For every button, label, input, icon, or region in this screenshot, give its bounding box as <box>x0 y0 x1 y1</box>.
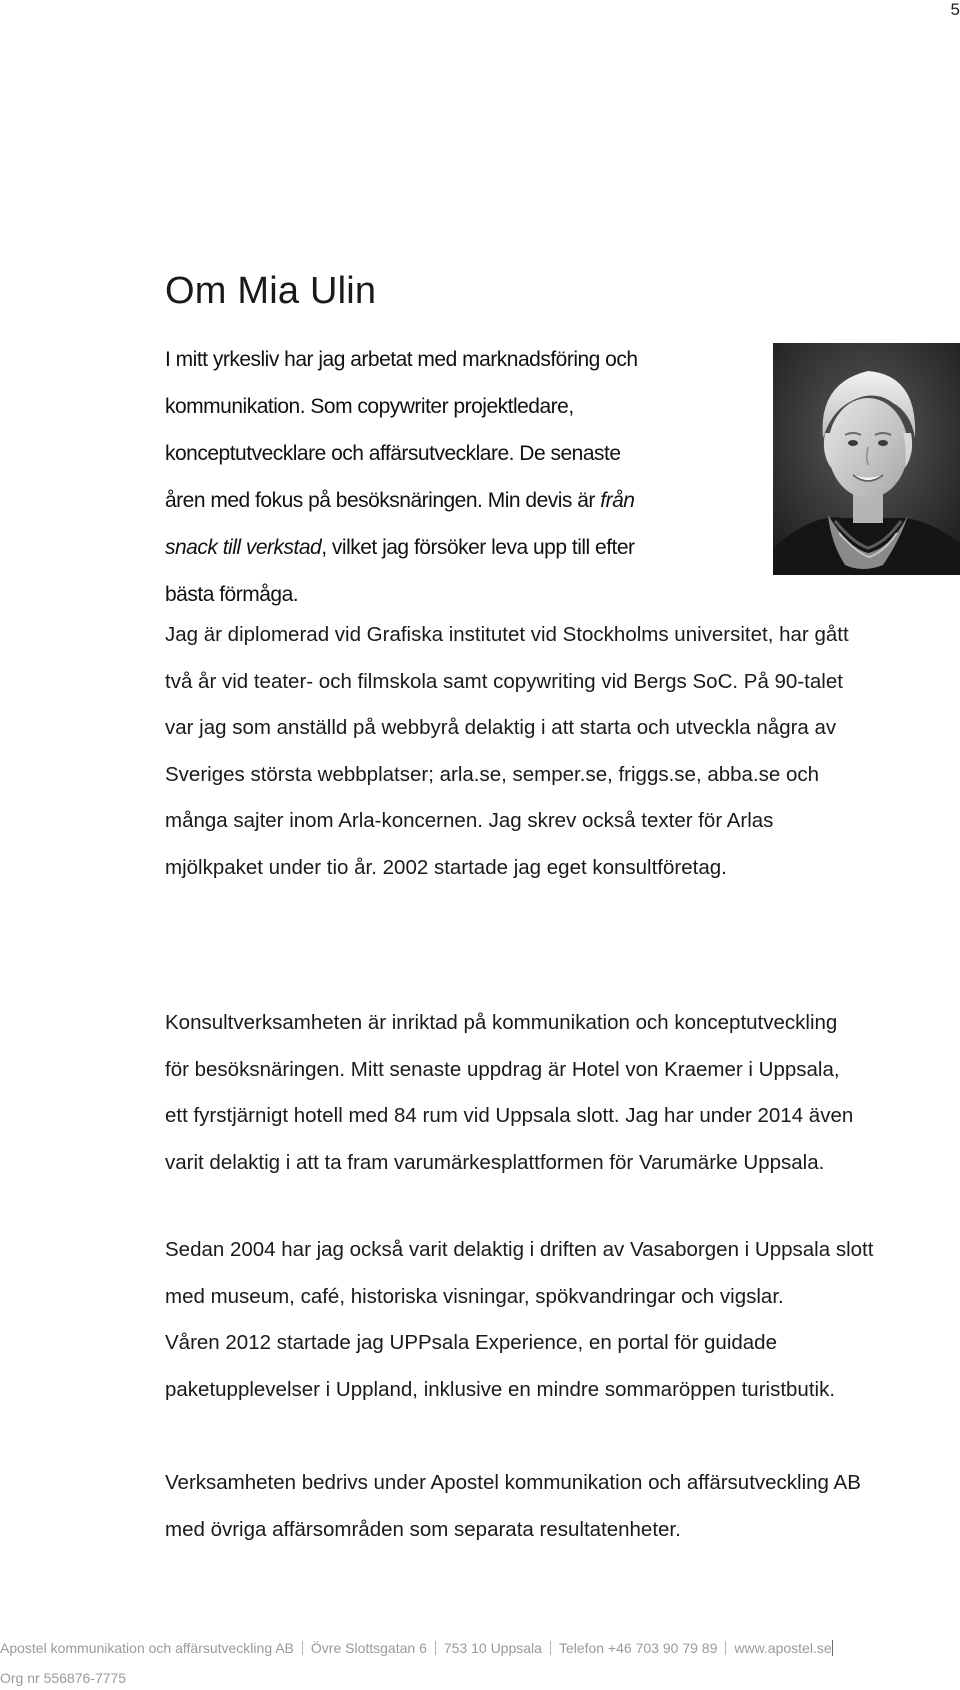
footer-separator <box>435 1641 436 1655</box>
footer-org-number: Org nr 556876-7775 <box>0 1670 127 1686</box>
paragraph-line: Sedan 2004 har jag också varit delaktig i driften av Vasaborgen i Uppsala slott <box>165 1238 874 1261</box>
footer-separator <box>725 1641 726 1655</box>
page-title: Om Mia Ulin <box>165 270 377 312</box>
intro-motto-part: från <box>600 489 635 512</box>
paragraph-line: Våren 2012 startade jag UPPsala Experience, en portal för guidade <box>165 1331 777 1354</box>
paragraph-line: Sveriges största webbplatser; arla.se, semper.se, friggs.se, abba.se och <box>165 762 820 786</box>
intro-line: I mitt yrkesliv har jag arbetat med marknadsföring och <box>165 348 638 371</box>
paragraph-line: ett fyrstjärnigt hotell med 84 rum vid Uppsala slott. Jag har under 2014 även <box>165 1104 854 1127</box>
intro-line: konceptutvecklare och affärsutvecklare. De senaste <box>165 442 621 465</box>
paragraph-line: mjölkpaket under tio år. 2002 startade jag eget konsultföretag. <box>165 855 727 879</box>
paragraph-line: Jag är diplomerad vid Grafiska institutet vid Stockholms universitet, har gått <box>165 623 849 646</box>
paragraph-line: många sajter inom Arla-koncernen. Jag skrev också texter för Arlas <box>165 809 774 832</box>
footer-phone: Telefon +46 703 90 79 89 <box>558 1640 718 1656</box>
paragraph-line: två år vid teater- och filmskola samt copywriting vid Bergs SoC. På 90-talet <box>165 669 843 693</box>
portrait-illustration <box>773 343 960 575</box>
footer-web-link[interactable]: www.apostel.se <box>734 1640 832 1656</box>
intro-line: kommunikation. Som copywriter projektledare, <box>165 395 574 418</box>
footer-separator <box>550 1641 551 1655</box>
paragraph-company <box>165 1460 960 1553</box>
paragraph-line: för besöksnäringen. Mitt senaste uppdrag är Hotel von Kraemer i Uppsala, <box>165 1057 840 1081</box>
page-number: 5 <box>950 0 960 19</box>
paragraph-line: Konsultverksamheten är inriktad på kommunikation och konceptutveckling <box>165 1011 838 1034</box>
footer-address: Övre Slottsgatan 6 <box>310 1640 427 1656</box>
paragraph-education <box>165 612 960 891</box>
paragraph-line: var jag som anställd på webbyrå delaktig i att starta och utveckla några av <box>165 716 837 739</box>
intro-line: , vilket jag försöker leva upp till efter <box>321 536 635 559</box>
paragraph-line: med museum, café, historiska visningar, spökvandringar och vigslar. <box>165 1284 784 1308</box>
intro-line: åren med fokus på besöksnäringen. Min devis är <box>165 489 601 512</box>
footer-postal: 753 10 Uppsala <box>443 1640 542 1656</box>
intro-motto-part: snack till verkstad <box>165 536 322 559</box>
footer-contact <box>0 1640 833 1656</box>
text-cursor <box>832 1640 833 1656</box>
intro-line: bästa förmåga. <box>165 583 299 606</box>
paragraph-line: Verksamheten bedrivs under Apostel kommunikation och affärsutveckling AB <box>165 1471 861 1494</box>
portrait-photo <box>773 343 960 575</box>
footer-separator <box>302 1641 303 1655</box>
paragraph-vasaborgen <box>165 1227 960 1413</box>
paragraph-line: varit delaktig i att ta fram varumärkesplattformen för Varumärke Uppsala. <box>165 1150 825 1174</box>
footer-company: Apostel kommunikation och affärsutveckling AB <box>0 1640 294 1656</box>
paragraph-line: paketupplevelser i Uppland, inklusive en mindre sommaröppen turistbutik. <box>165 1377 836 1401</box>
paragraph-consulting <box>165 1000 960 1186</box>
paragraph-line: med övriga affärsområden som separata resultatenheter. <box>165 1517 681 1541</box>
intro-paragraph <box>165 336 735 618</box>
